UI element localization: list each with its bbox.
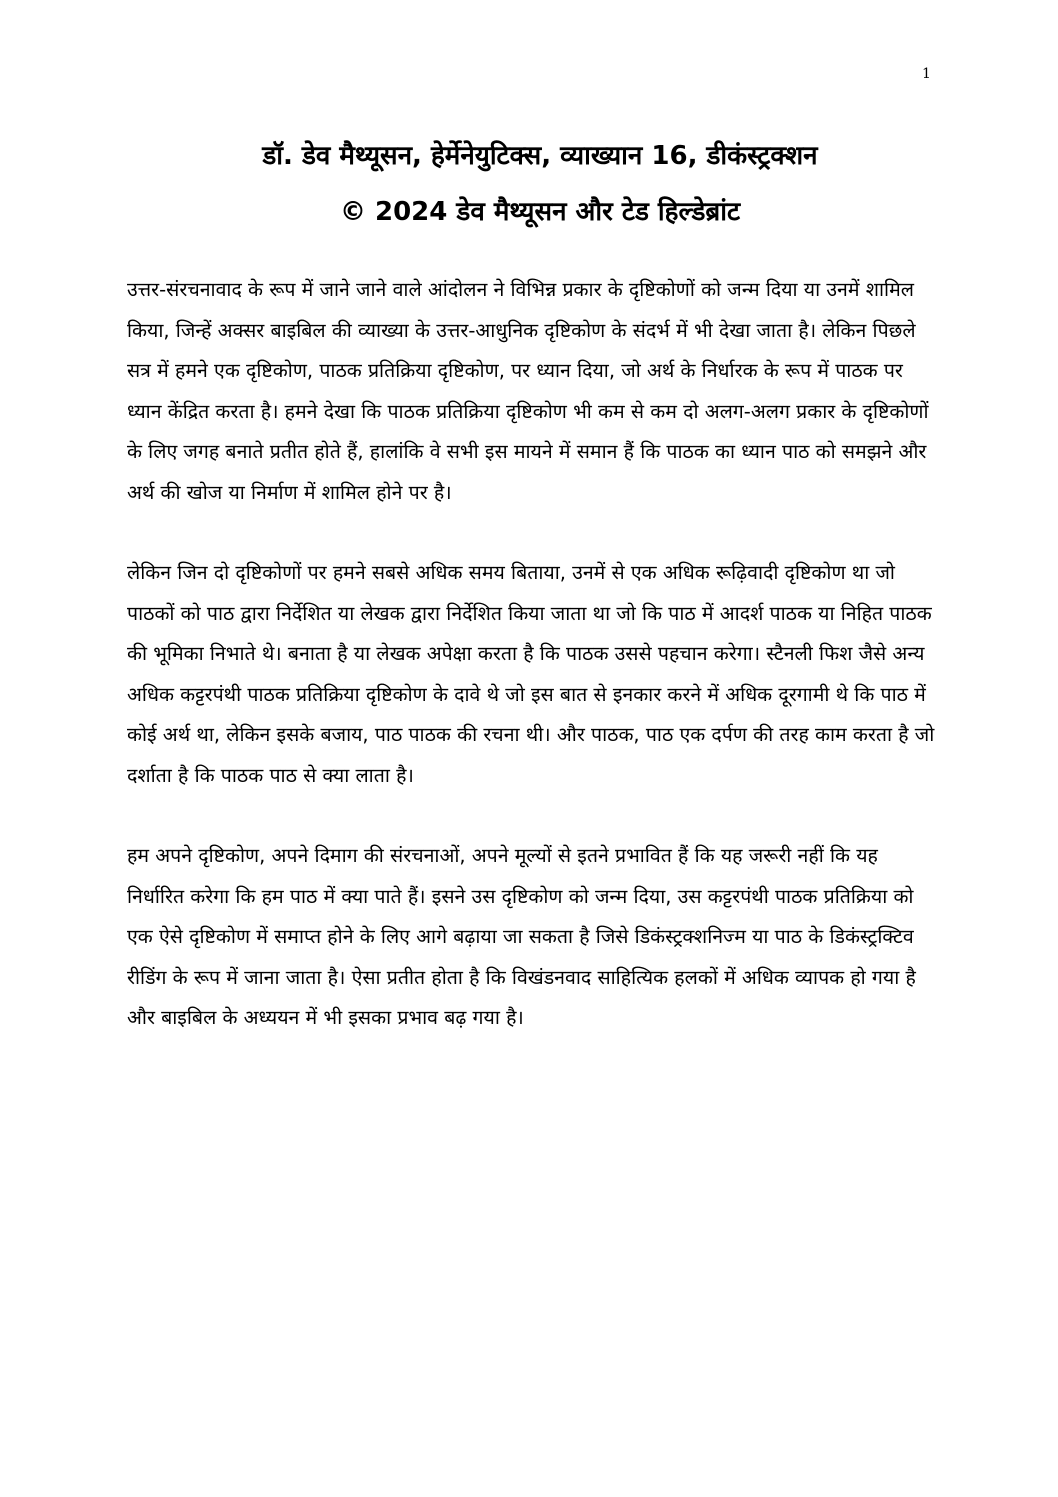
document-body: [127, 270, 937, 1039]
paragraph: उत्तर-संरचनावाद के रूप में जाने जाने वाले आंदोलन ने विभिन्न प्रकार के दृष्टिकोणों को जन्म दिया या उनमें शामिल किया, जिन्हें अक्सर बाइबिल की व्याख्या के उत्तर-आधुनिक दृष्टिकोण के संदर्भ में भी देखा जाता है। लेकिन पिछले सत्र में हमने एक दृष्टिकोण, पाठक प्रतिक्रिया दृष्टिकोण, पर ध्यान दिया, जो अर्थ के निर्धारक के रूप में पाठक पर ध्यान केंद्रित करता है। हमने देखा कि पाठक प्रतिक्रिया दृष्टिकोण भी कम से कम दो अलग-अलग प्रकार के दृष्टिकोणों के लिए जगह बनाते प्रतीत होते हैं, हालांकि वे सभी इस मायने में समान हैं कि पाठक का ध्यान पाठ को समझने और अर्थ की खोज या निर्माण में शामिल होने पर है।: [127, 278, 929, 504]
paragraph: लेकिन जिन दो दृष्टिकोणों पर हमने सबसे अधिक समय बिताया, उनमें से एक अधिक रूढ़िवादी दृष्टिकोण था जो पाठकों को पाठ द्वारा निर्देशित या लेखक द्वारा निर्देशित किया जाता था जो कि पाठ में आदर्श पाठक या निहित पाठक की भूमिका निभाते थे। बनाता है या लेखक अपेक्षा करता है कि पाठक उससे पहचान करेगा। स्टैनली फिश जैसे अन्य अधिक कट्टरपंथी पाठक प्रतिक्रिया दृष्टिकोण के दावे थे जो इस बात से इनकार करने में अधिक दूरगामी थे कि पाठ में कोई अर्थ था, लेकिन इसके बजाय, पाठ पाठक की रचना थी। और पाठक, पाठ एक दर्पण की तरह काम करता है जो दर्शाता है कि पाठक पाठ से क्या लाता है।: [127, 561, 935, 787]
title-line-lecture: डॉ. डेव मैथ्यूसन, हेर्मेनेयुटिक्स, व्याख्यान 16, डीकंस्ट्रक्शन: [262, 141, 818, 171]
title-line-copyright: © 2024 डेव मैथ्यूसन और टेड हिल्डेब्रांट: [339, 197, 741, 227]
page-number: 1: [922, 66, 931, 82]
paragraph: हम अपने दृष्टिकोण, अपने दिमाग की संरचनाओं, अपने मूल्यों से इतने प्रभावित हैं कि यह जरूरी नहीं कि यह निर्धारित करेगा कि हम पाठ में क्या पाते हैं। इसने उस दृष्टिकोण को जन्म दिया, उस कट्टरपंथी पाठक प्रतिक्रिया को एक ऐसे दृष्टिकोण में समाप्त होने के लिए आगे बढ़ाया जा सकता है जिसे डिकंस्ट्रक्शनिज्म या पाठ के डिकंस्ट्रक्टिव रीडिंग के रूप में जाना जाता है। ऐसा प्रतीत होता है कि विखंडनवाद साहित्यिक हलकों में अधिक व्यापक हो गया है और बाइबिल के अध्ययन में भी इसका प्रभाव बढ़ गया है।: [127, 844, 916, 1029]
document-title: [120, 128, 960, 240]
